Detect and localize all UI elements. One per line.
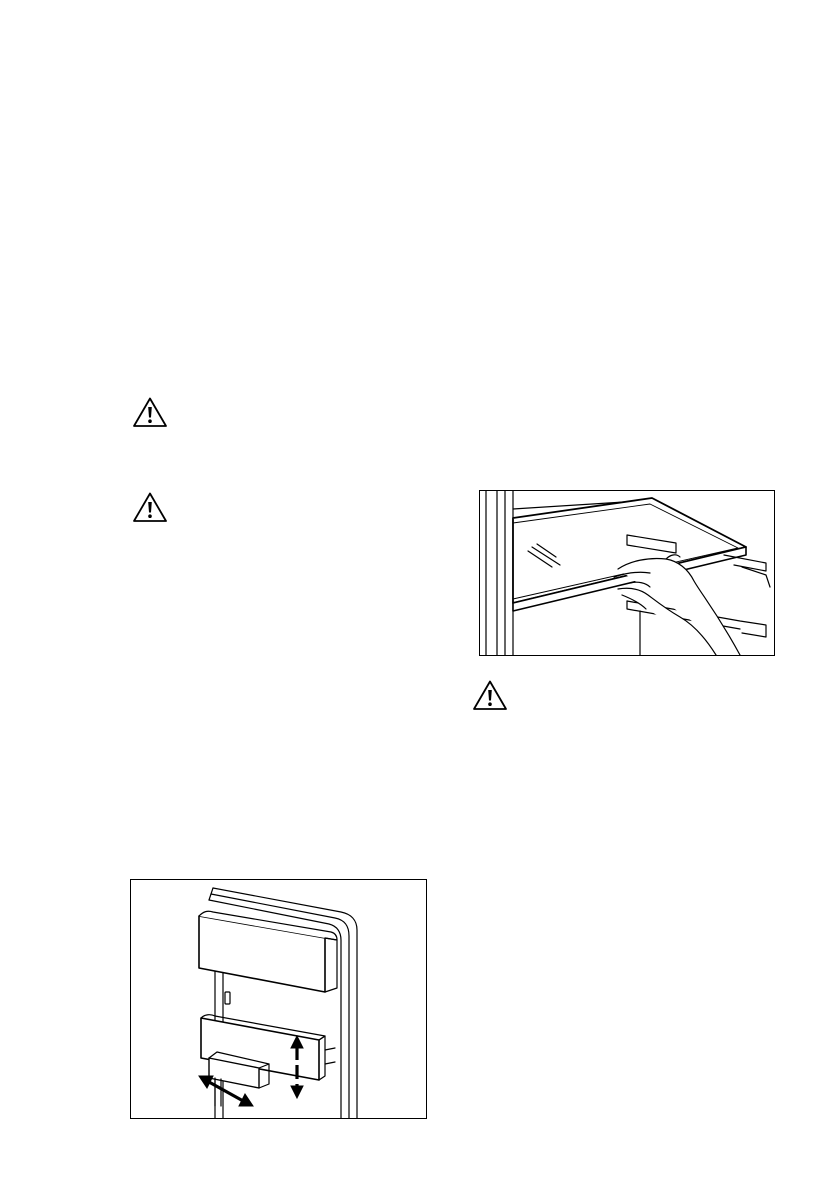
- door-shelves-illustration: [130, 879, 427, 1119]
- warning-triangle-icon: [472, 679, 508, 711]
- warning-triangle-icon: [132, 396, 168, 428]
- glass-shelf-removal-illustration: [479, 490, 775, 656]
- warning-triangle-icon: [132, 491, 168, 523]
